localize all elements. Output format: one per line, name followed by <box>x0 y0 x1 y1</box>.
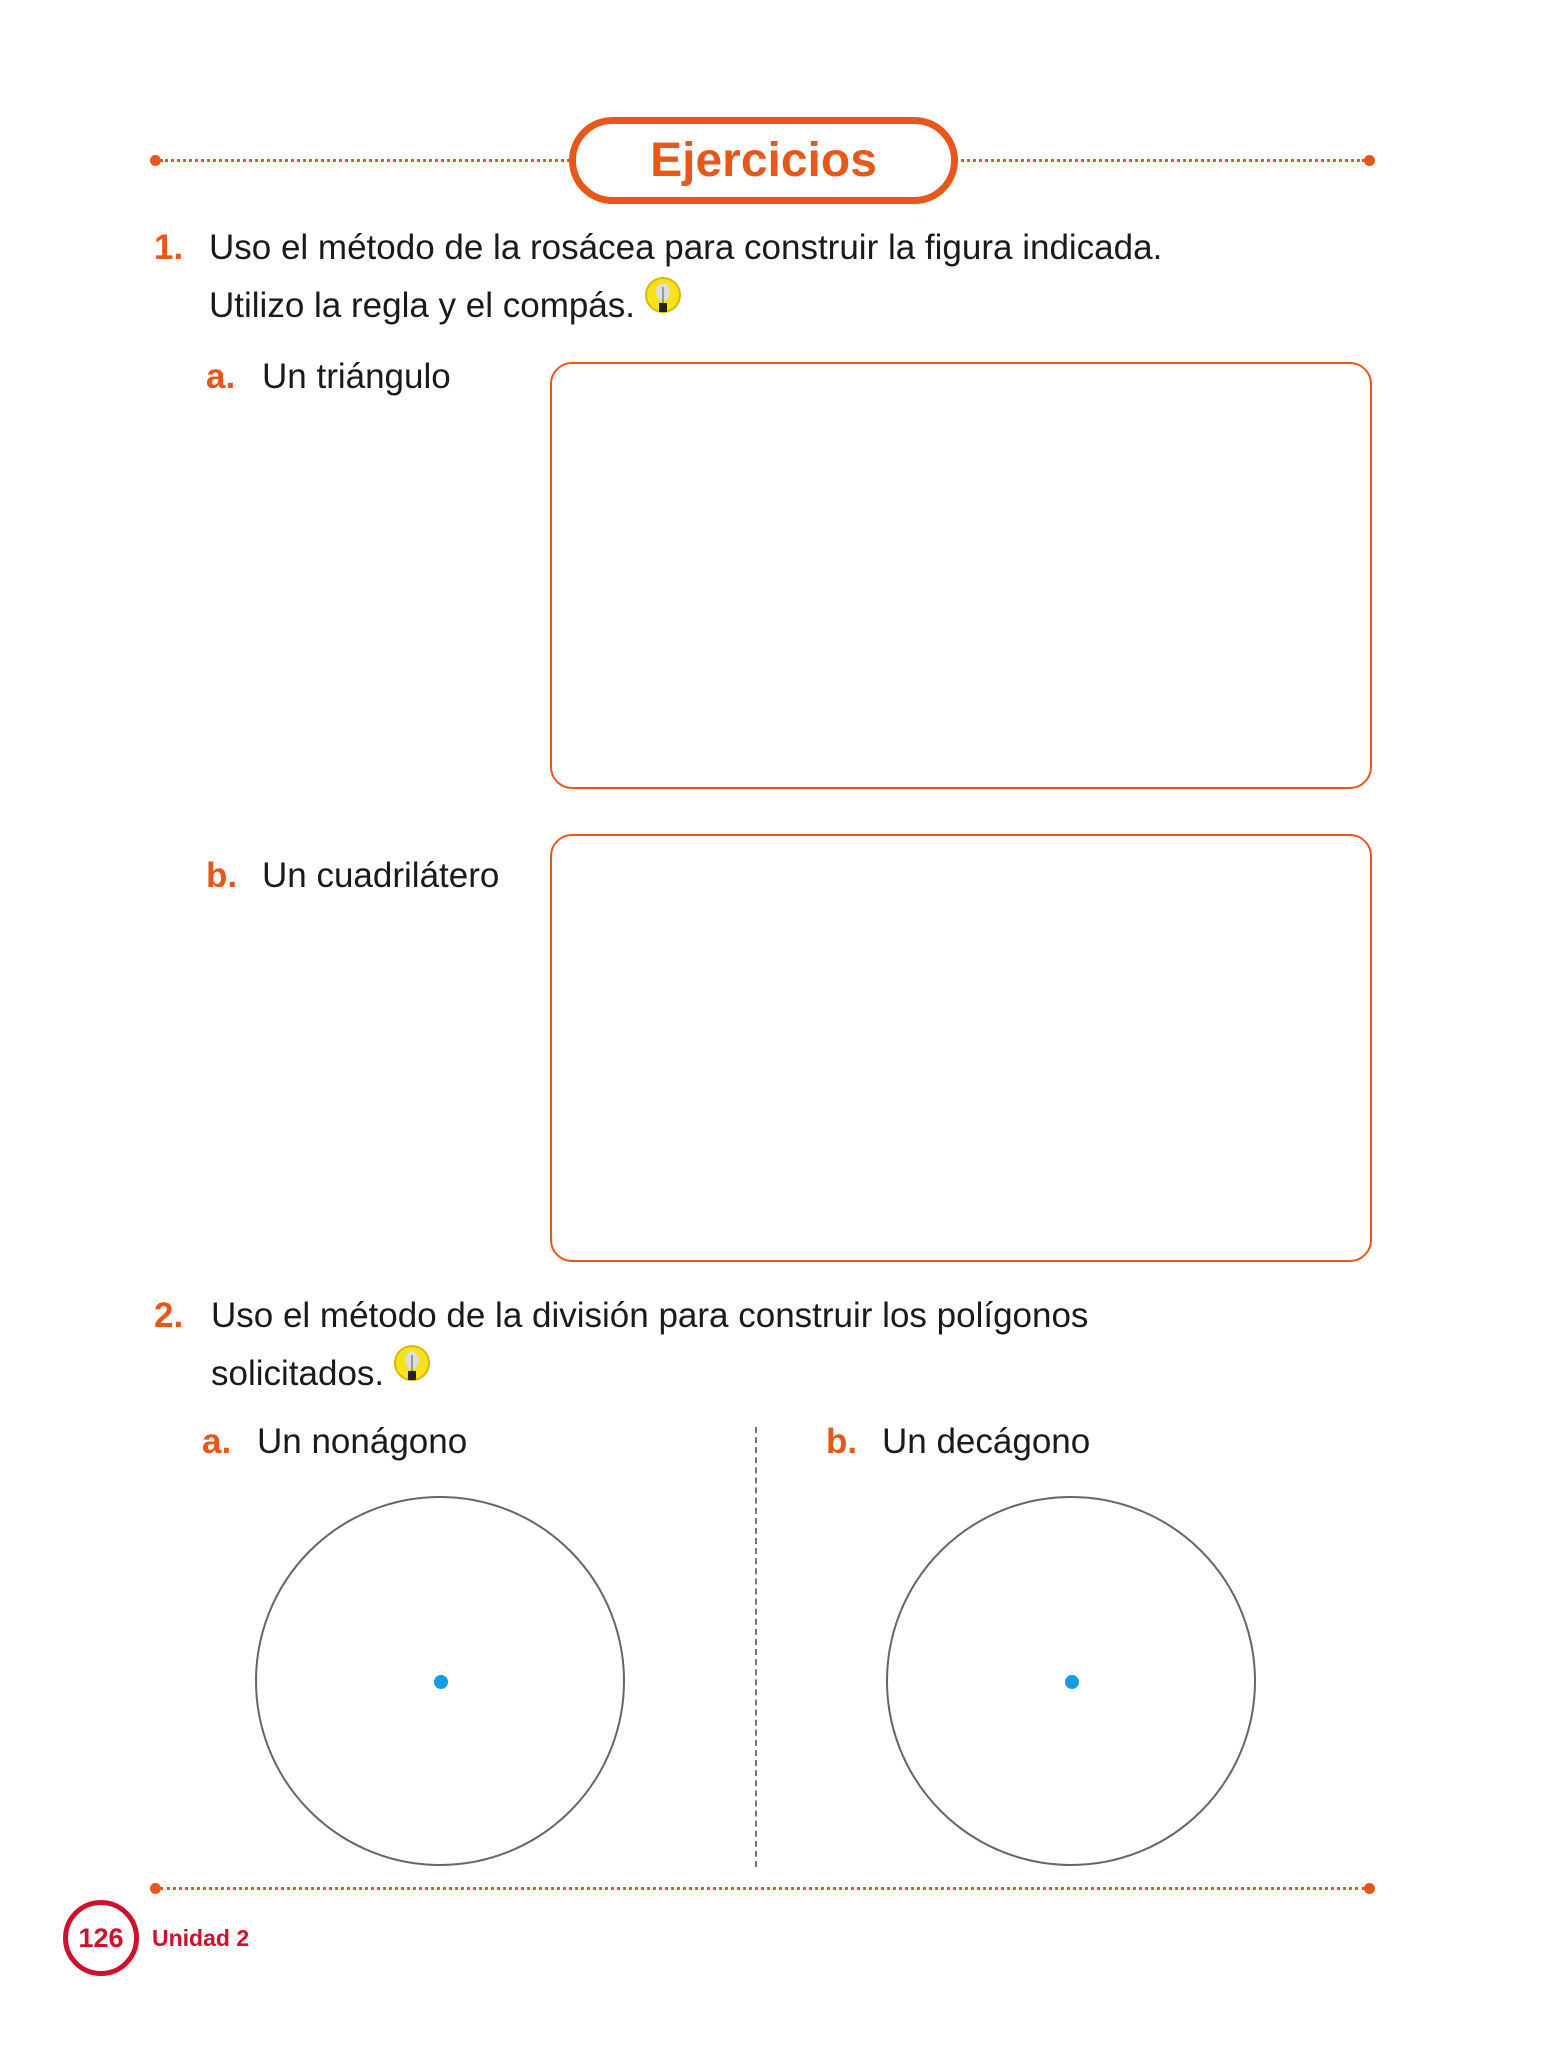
quadrilateral-drawing-area[interactable] <box>550 834 1372 1262</box>
exercise-1-line-1: Uso el método de la rosácea para construir la figura indicada. <box>209 228 1163 267</box>
divider-dot <box>1364 1883 1375 1894</box>
section-title-badge <box>569 117 958 204</box>
exercise-1-number: 1. <box>154 228 184 267</box>
item-a-letter: a. <box>202 1422 232 1461</box>
header-divider-right <box>950 159 1365 162</box>
exercise-2-instruction <box>211 1287 1088 1403</box>
exercise-1-line-2: Utilizo la regla y el compás. <box>209 286 635 325</box>
section-title: Ejercicios <box>650 134 877 187</box>
footer-divider <box>160 1887 1365 1890</box>
item-a-letter: a. <box>206 357 236 396</box>
exercise-1-instruction <box>209 219 1162 335</box>
divider-dot <box>1364 155 1375 166</box>
divider-dot <box>150 1883 161 1894</box>
lightbulb-icon <box>392 1345 432 1389</box>
column-divider <box>755 1427 757 1867</box>
divider-dot <box>150 155 161 166</box>
exercise-2-line-2-row <box>211 1345 1088 1403</box>
exercise-2-number: 2. <box>154 1296 184 1335</box>
decagon-center-point <box>1065 1675 1079 1689</box>
page-number-badge <box>63 1900 139 1976</box>
item-b-label: Un cuadrilátero <box>262 856 500 895</box>
item-a-label: Un triángulo <box>262 357 451 396</box>
item-b-letter: b. <box>206 856 238 895</box>
exercise-2-line-1: Uso el método de la división para construir los polígonos <box>211 1296 1089 1335</box>
exercise-2-line-2: solicitados. <box>211 1354 385 1393</box>
header-divider-left <box>160 159 570 162</box>
item-b-label: Un decágono <box>882 1422 1091 1461</box>
nonagon-center-point <box>434 1675 448 1689</box>
item-b-letter: b. <box>826 1422 858 1461</box>
page-number: 126 <box>78 1922 124 1953</box>
unit-label: Unidad 2 <box>152 1925 250 1951</box>
exercise-1-line-2-row <box>209 277 1162 335</box>
item-a-label: Un nonágono <box>257 1422 468 1461</box>
triangle-drawing-area[interactable] <box>550 362 1372 789</box>
lightbulb-icon <box>643 277 683 321</box>
